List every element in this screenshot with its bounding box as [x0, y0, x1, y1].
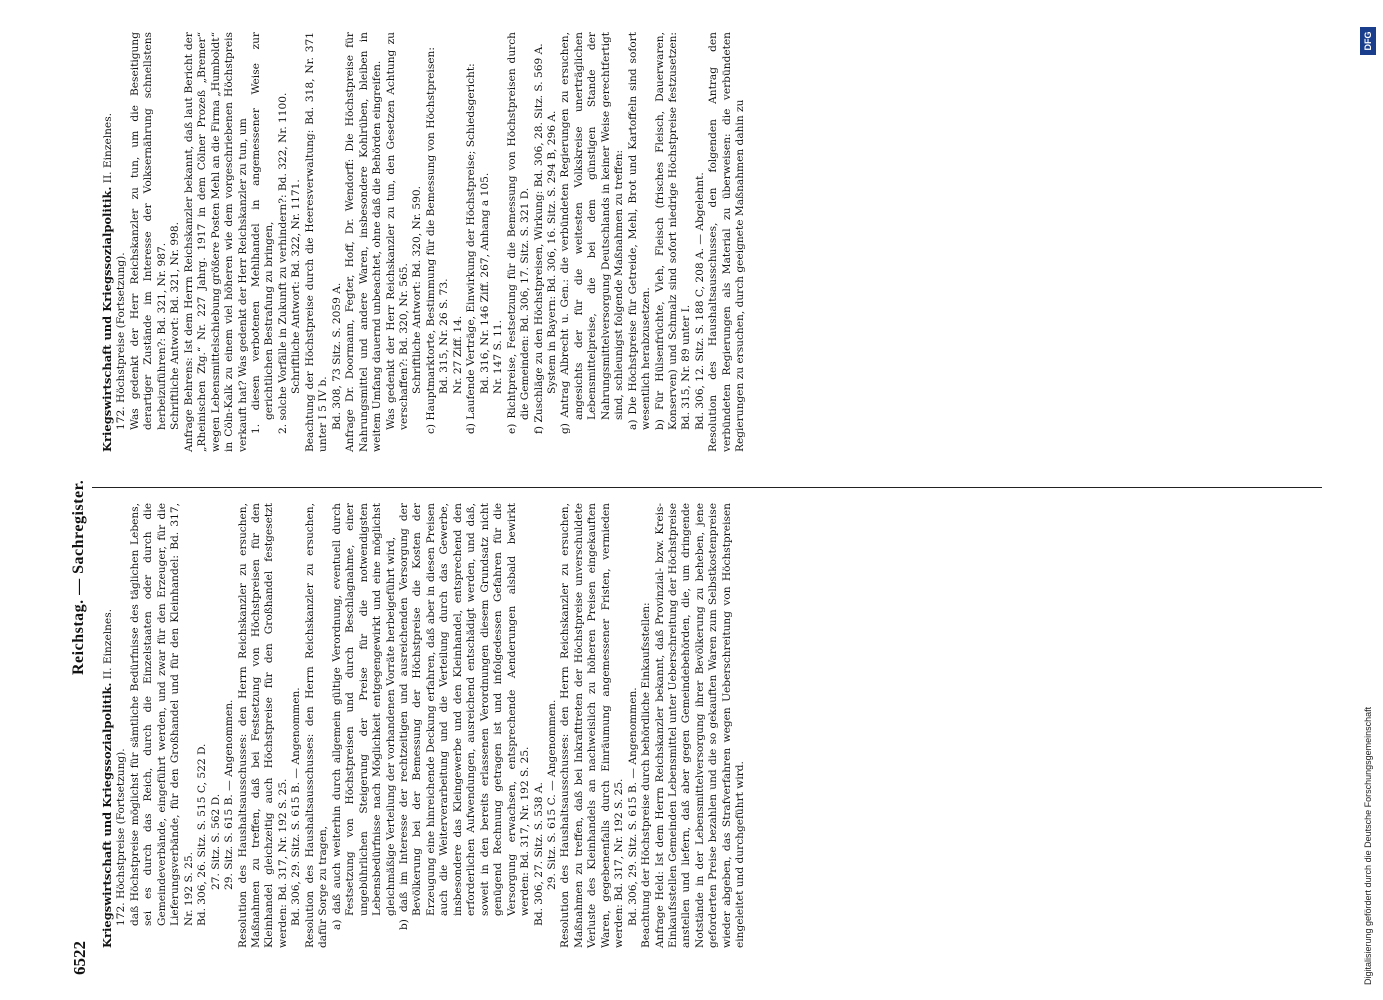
- section-title: Kriegswirtschaft und Kriegssozialpolitik.: [100, 186, 114, 452]
- list-item: 2. solche Vorfälle in Zukunft zu verhindern?: Bd. 322, Nr. 1100.: [276, 92, 289, 434]
- digitization-sidebar: [1360, 25, 1382, 985]
- subsection-title: 172. Höchstpreise (Fortsetzung).: [115, 748, 128, 926]
- paragraph: daß Höchstpreise möglichst für sämtliche Bedürfnisse des täglichen Lebens, sei es durch das Reich, durch die Einzelstaaten oder durch die Gemeindeverbände, eingeführt werden, und zwar für den Erzeuger, für die Lieferungsverbände, für den Großhandel und für den Kleinhandel: Bd. 317, Nr. 192 S. 25.: [128, 503, 195, 926]
- citation: Schriftliche Antwort: Bd. 320, Nr. 590.: [411, 186, 424, 394]
- paragraph: Beachtung der Höchstpreise durch die Heeresverwaltung: Bd. 318, Nr. 371 unter I 5 IV b.: [303, 32, 330, 452]
- citation: 29. Sitz. S. 615 C. — Angenommen.: [545, 699, 558, 890]
- paragraph: Resolution des Haushaltsausschusses: den Herrn Reichskanzler zu ersuchen, Maßnahmen zu treffen, daß bei Inkrafttreten der Höchstpreise unverschuldete Verluste des Kleinhandels an nachweislich zu höheren Preisen eingekauften Waren, gegebenenfalls durch Einräumung angemessener Fristen, vermieden werden: Bd. 317, Nr. 192 S. 25.: [559, 503, 626, 948]
- citation: Bd. 316, Nr. 146 Ziff. 267, Anhang a 105.: [478, 172, 491, 394]
- list-item: e) Richtpreise, Festsetzung für die Bemessung von Höchstpreisen durch die Gemeinden: Bd. 306, 17. Sitz. S. 321 D.: [505, 32, 532, 434]
- paragraph: Anfrage Dr. Doormann, Fegter, Hoff, Dr. Wendorff: Die Höchstpreise für Nahrungsmittel und andere Waren, insbesondere Kohlrüben, bleiben in weitem Umfang dauernd unbeachtet, ohne daß die Behörden eingreifen.: [344, 32, 384, 452]
- list-item: f) Zuschläge zu den Höchstpreisen, Wirkung: Bd. 306, 28. Sitz. S. 569 A.: [532, 43, 545, 434]
- list-item: d) Laufende Verträge, Einwirkung der Höchstpreise; Schiedsgericht:: [465, 63, 478, 434]
- citation: Bd. 306, 27. Sitz. S. 538 A.: [532, 782, 545, 926]
- paragraph: Anfrage Held: Ist dem Herrn Reichskanzler bekannt, daß Provinzial- bzw. Kreis-Einkaufsstellen Gemeinden Lebensmittel unter Ueberschreitung der Höchstpreise anstellen und liefern, daß aber gegen Gemeindebehörden, die, um dringende Notstände in der Lebensmittelversorgung ihrer Bevölkerung zu beheben, jene geforderten Preise bezahlen und die so gekauften Waren zum Selbstkostenpreise wieder abgeben, das Strafverfahren wegen Ueberschreitung von Höchstpreisen eingeleitet und durchgeführt wird.: [653, 503, 747, 948]
- section-title: Kriegswirtschaft und Kriegssozialpolitik.: [100, 682, 114, 948]
- section-suffix: II. Einzelnes.: [102, 609, 114, 680]
- citation: System in Bayern: Bd. 306, 16. Sitz. S. 294 B, 296 A.: [545, 110, 558, 394]
- section-suffix: II. Einzelnes.: [102, 113, 114, 184]
- paragraph: Anfrage Behrens: Ist dem Herrn Reichskanzler bekannt, daß laut Bericht der „Rheinischen Ztg.“ Nr. 227 Jahrg. 1917 in dem Cölner Prozeß „Bremer“ wegen Lebensmittelschiebung größere Posten Mehl an die Firma „Humboldt“ in Cöln-Kalk zu einem viel höheren wie dem vorgeschriebenen Höchstpreis verkauft hat? Was gedenkt der Herr Reichskanzler zu tun, um: [182, 32, 249, 452]
- list-item: g) Antrag Albrecht u. Gen.: die verbündeten Regierungen zu ersuchen, angesichts der für die weitesten Volkskreise unerträglichen Lebensmittelpreise, die bei dem günstigen Stande der Nahrungsmittelversorgung Deutschlands in keiner Weise gerechtfertigt sind, schleunigst folgende Maßnahmen zu treffen:: [559, 32, 626, 434]
- citation: Schriftliche Antwort: Bd. 321, Nr. 998.: [169, 222, 182, 430]
- list-item: b) Für Hülsenfrüchte, Vieh, Fleisch (frisches Fleisch, Dauerwaren, Konserven) und Schmalz sind sofort niedrige Höchstpreise festzusetzen: Bd. 315, Nr. 89 unter I.: [653, 32, 693, 430]
- citation: 29. Sitz. S. 615 B. — Angenommen.: [223, 699, 236, 890]
- list-item: c) Hauptmarktorte, Bestimmung für die Bemessung von Höchstpreisen:: [424, 47, 437, 434]
- column-divider: [92, 487, 1322, 488]
- list-item: 1. diesen verbotenen Mehlhandel in angemessener Weise zur gerichtlichen Bestrafung zu bringen,: [249, 32, 276, 434]
- column-left: [100, 503, 747, 948]
- subsection-title: 172. Höchstpreise (Fortsetzung).: [115, 252, 128, 430]
- paragraph: Was gedenkt der Herr Reichskanzler zu tun, den Gesetzen Achtung zu verschaffen?: Bd. 320, Nr. 565.: [384, 32, 410, 430]
- paragraph: Resolution des Haushaltsausschusses, den folgenden Antrag den verbündeten Regierungen als Material zu überweisen: die verbündeten Regierungen zu ersuchen, durch geeignete Maßnahmen dahin zu: [707, 32, 747, 452]
- citation: Bd. 306, 26. Sitz. S. 515 C, 522 D.: [196, 743, 209, 926]
- dfg-logo: DFG: [1360, 27, 1376, 55]
- citation: Bd. 306, 29. Sitz. S. 615 B. — Angenommen.: [290, 687, 303, 926]
- page-header: [70, 25, 100, 975]
- citation: Bd. 306, 12. Sitz. S. 188 C, 208 A. — Abgelehnt.: [693, 172, 706, 430]
- citation: Nr. 27 Ziff. 14.: [451, 315, 464, 394]
- paragraph: Was gedenkt der Herr Reichskanzler zu tun, um die Beseitigung derartiger Zustände im Interesse der Volksernährung schnellstens herbeizuführen?: Bd. 321, Nr. 987.: [128, 32, 168, 430]
- list-item: a) daß auch weiterhin durch allgemein gültige Verordnung, eventuell durch Festsetzung von Höchstpreisen und durch Beschlagnahme, einer ungebührlichen Steigerung der Preise für die notwendigsten Lebensbedürfnisse nach Möglichkeit entgegengewirkt und eine möglichst gleichmäßige Verteilung der vorhandenen Vorräte herbeigeführt wird,: [330, 503, 397, 930]
- paragraph: Resolution des Haushaltsausschusses: den Herrn Reichskanzler zu ersuchen, Maßnahmen zu treffen, daß bei Festsetzung von Höchstpreisen für den Kleinhandel gleichzeitig auch Höchstpreise für den Großhandel festgesetzt werden: Bd. 317, Nr. 192 S. 25.: [236, 503, 289, 948]
- citation: Nr. 147 S. 11.: [492, 320, 505, 394]
- citation: 27. Sitz. S. 562 D.: [209, 793, 222, 890]
- list-item: b) daß im Interesse der rechtzeitigen und ausreichenden Versorgung der Bevölkerung bei der Bemessung der Höchstpreise die Kosten der Erzeugung eine hinreichende Deckung erfahren, daß aber in diesen Preisen auch die Weiterverarbeitung und die Verteilung durch das Gewerbe, insbesondere das Kleingewerbe und den Kleinhandel, entsprechend den erforderlichen Aufwendungen, ausreichend entschädigt werden, und daß, soweit in den bereits erlassenen Verordnungen diesem Grundsatz nicht genügend Rechnung getragen ist und infolgedessen Gefahren für die Versorgung erwachsen, entsprechende Aenderungen alsbald bewirkt werden: Bd. 317, Nr. 192 S. 25.: [397, 503, 532, 930]
- running-title: Reichstag. — Sachregister.: [70, 479, 87, 675]
- digitization-credit: Digitalisierung gefördert durch die Deutsche Forschungsgemeinschaft: [1363, 706, 1373, 985]
- column-right: [100, 32, 747, 452]
- list-item: a) Die Höchstpreise für Getreide, Mehl, Brot und Kartoffeln sind sofort wesentlich herabzusetzen.: [626, 32, 653, 430]
- paragraph: Resolution des Haushaltsausschusses: den Herrn Reichskanzler zu ersuchen, dafür Sorge zu tragen,: [303, 503, 330, 948]
- page-number: 6522: [70, 941, 89, 975]
- citation: Schriftliche Antwort: Bd. 322, Nr. 1171.: [290, 179, 303, 394]
- paragraph: Beachtung der Höchstpreise durch behördliche Einkaufsstellen:: [640, 602, 653, 948]
- citation: Bd. 315, Nr. 26 S. 73.: [438, 278, 451, 394]
- citation: Bd. 306, 29. Sitz. S. 615 B. — Angenommen.: [626, 687, 639, 926]
- citation: Bd. 308, 73 Sitz. S. 2059 A.: [330, 282, 343, 430]
